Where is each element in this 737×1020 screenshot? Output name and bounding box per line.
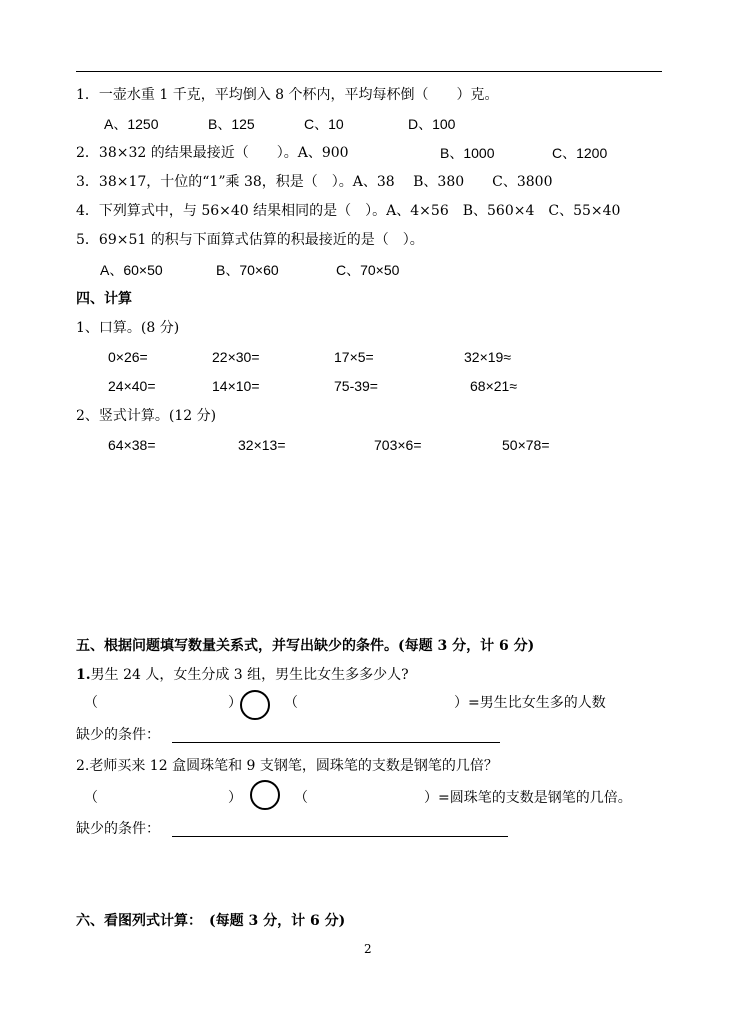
missing-condition-label: 缺少的条件：: [76, 727, 160, 743]
operator-circle[interactable]: [250, 780, 280, 810]
oral-item: 14×10=: [212, 378, 260, 394]
q5-option-c: C、70×50: [336, 262, 400, 278]
vertical-item: 703×6=: [374, 437, 422, 453]
oral-item: 22×30=: [212, 349, 260, 365]
q1-option-c: C、10: [304, 116, 344, 132]
p2-right-paren: ）: [228, 790, 242, 806]
vertical-item: 32×13=: [238, 437, 286, 453]
q5-option-b: B、70×60: [216, 262, 279, 278]
q5-option-a: A、60×50: [100, 262, 163, 278]
oral-item: 24×40=: [108, 378, 156, 394]
q1-option-b: B、125: [208, 116, 255, 132]
problem-1: [76, 666, 409, 684]
oral-item: 32×19≈: [464, 349, 512, 365]
p1-result: ）=男生比女生多的人数: [454, 695, 606, 711]
oral-item: 17×5=: [334, 349, 374, 365]
q1-option-d: D、100: [408, 116, 456, 132]
p1-left-paren: （: [84, 695, 98, 711]
oral-item: 68×21≈: [470, 378, 518, 394]
p1-right-paren: ）: [228, 695, 242, 711]
q2-option-b: B、1000: [440, 145, 495, 161]
section-4-title: 四、计算: [76, 291, 132, 307]
p1-open-paren-2: （: [284, 695, 298, 711]
problem-1-text: 男生 24 人，女生分成 3 组，男生比女生多多少人?: [90, 667, 409, 683]
question-4: 4．下列算式中，与 56×40 结果相同的是（ ）。A、4×56 B、560×4 C、55×40: [76, 203, 621, 219]
question-1: 1．一壶水重 1 千克，平均倒入 8 个杯内，平均每杯倒（ ）克。: [76, 87, 499, 103]
question-2: 2．38×32 的结果最接近（ ）。A、900: [76, 145, 349, 161]
problem-2: 2.老师买来 12 盒圆珠笔和 9 支钢笔，圆珠笔的支数是钢笔的几倍？: [76, 758, 498, 774]
oral-item: 75-39=: [334, 378, 378, 394]
answer-line[interactable]: [172, 836, 508, 837]
answer-line[interactable]: [172, 742, 500, 743]
vertical-item: 64×38=: [108, 437, 156, 453]
vertical-calc-title: 2、竖式计算。(12 分): [76, 408, 217, 424]
question-3: 3．38×17，十位的“1”乘 38，积是（ ）。A、38 B、380 C、3800: [76, 174, 553, 190]
missing-condition-label: 缺少的条件：: [76, 821, 160, 837]
p2-left-paren: （: [84, 790, 98, 806]
section-5-title: 五、根据问题填写数量关系式，并写出缺少的条件。(每题 3 分，计 6 分): [76, 638, 535, 654]
operator-circle[interactable]: [240, 690, 270, 720]
p2-result: ）=圆珠笔的支数是钢笔的几倍。: [424, 790, 632, 806]
question-5: 5．69×51 的积与下面算式估算的积最接近的是（ ）。: [76, 232, 424, 248]
header-rule: [76, 71, 662, 72]
oral-item: 0×26=: [108, 349, 148, 365]
section-6-title: 六、看图列式计算： (每题 3 分，计 6 分): [76, 913, 346, 929]
vertical-item: 50×78=: [502, 437, 550, 453]
q2-option-c: C、1200: [552, 145, 608, 161]
page-number: 2: [364, 942, 372, 956]
problem-1-number: 1.: [76, 667, 91, 683]
q1-option-a: A、1250: [104, 116, 159, 132]
oral-calc-title: 1、口算。(8 分): [76, 320, 180, 336]
p2-open-paren-2: （: [294, 790, 308, 806]
